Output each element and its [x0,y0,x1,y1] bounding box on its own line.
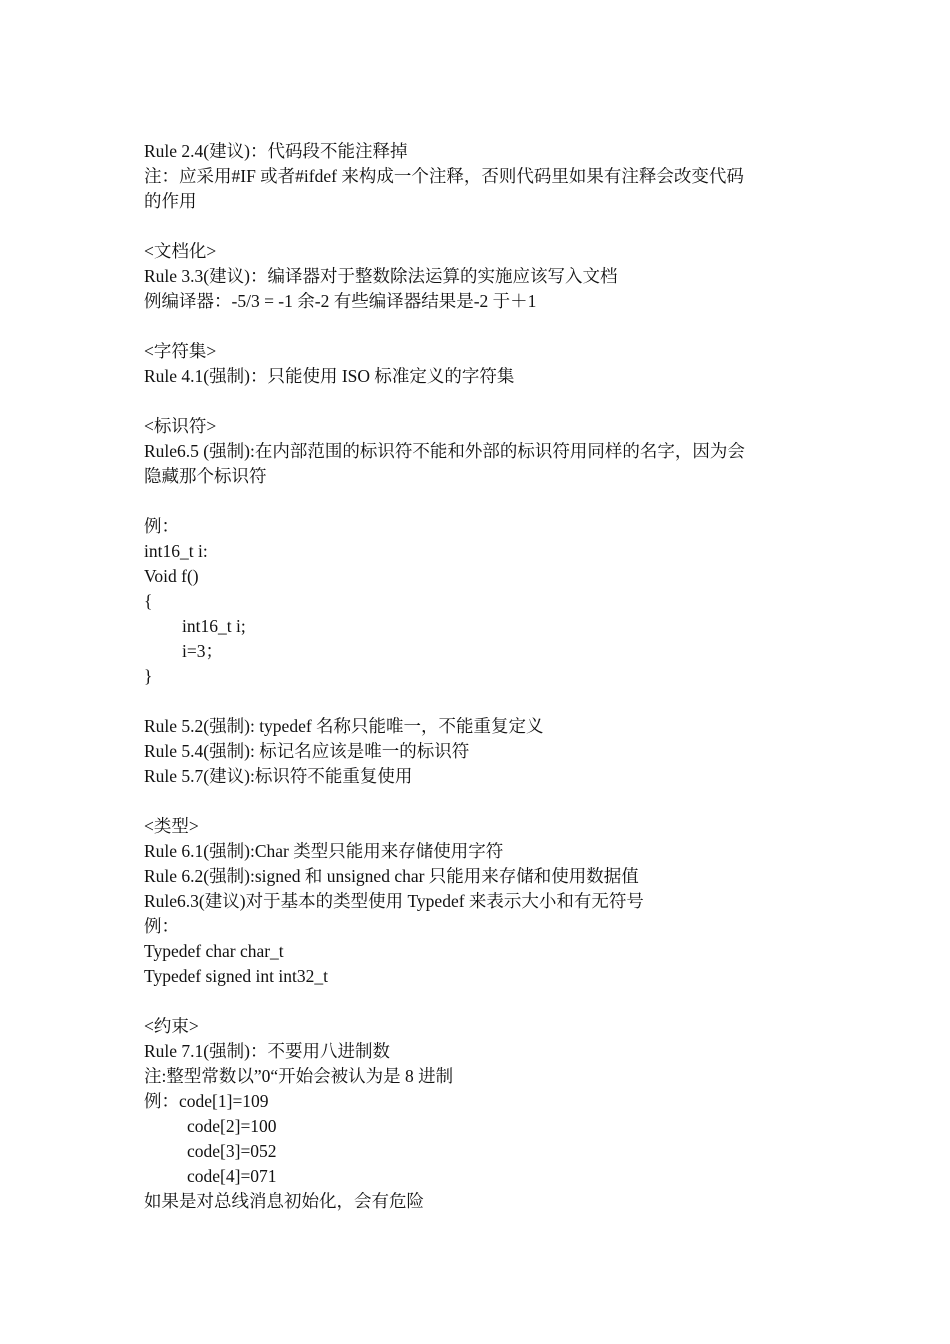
note-line-2: 的作用 [144,191,197,211]
rule-6-5-line-1: Rule6.5 (强制):在内部范围的标识符不能和外部的标识符用同样的名字，因为会 [144,441,745,461]
blank-line [144,689,814,714]
code-line: i=3； [182,641,223,661]
blank-line [144,989,814,1014]
rule-6-2: Rule 6.2(强制):signed 和 unsigned char 只能用来存储和使用数据值 [144,866,639,886]
rule-4-1: Rule 4.1(强制)：只能使用 ISO 标准定义的字符集 [144,366,515,386]
code-line: code[2]=100 [187,1116,277,1136]
blank-line [144,214,814,239]
rule-5-2: Rule 5.2(强制): typedef 名称只能唯一，不能重复定义 [144,716,544,736]
rule-5-7: Rule 5.7(建议):标识符不能重复使用 [144,766,413,786]
compiler-example: 例编译器：-5/3 = -1 余-2 有些编译器结果是-2 于＋1 [144,291,537,311]
blank-line [144,314,814,339]
example-label: 例： [144,916,179,936]
rule-6-3: Rule6.3(建议)对于基本的类型使用 Typedef 来表示大小和有无符号 [144,891,644,911]
section-heading-charset: <字符集> [144,341,217,361]
section-heading-documentation: <文档化> [144,241,217,261]
rule-6-1: Rule 6.1(强制):Char 类型只能用来存储使用字符 [144,841,504,861]
note-line-1: 注：应采用#IF 或者#ifdef 来构成一个注释，否则代码里如果有注释会改变代码 [144,166,744,186]
rule-5-4: Rule 5.4(强制): 标记名应该是唯一的标识符 [144,741,470,761]
code-line: Typedef char char_t [144,941,284,961]
code-line: 例：code[1]=109 [144,1091,269,1111]
code-line: Typedef signed int int32_t [144,966,328,986]
code-line: } [144,666,153,686]
octal-note: 注:整型常数以”0“开始会被认为是 8 进制 [144,1066,454,1086]
blank-line [144,789,814,814]
section-heading-types: <类型> [144,816,199,836]
rule-7-1: Rule 7.1(强制)：不要用八进制数 [144,1041,390,1061]
rule-2-4: Rule 2.4(建议)：代码段不能注释掉 [144,141,408,161]
example-label: 例： [144,516,179,536]
code-line: int16_t i: [144,541,208,561]
code-line: code[3]=052 [187,1141,277,1161]
section-heading-constraints: <约束> [144,1016,199,1036]
code-line: code[4]=071 [187,1166,277,1186]
blank-line [144,389,814,414]
warning-text: 如果是对总线消息初始化，会有危险 [144,1191,424,1211]
section-heading-identifiers: <标识符> [144,416,217,436]
document-page [144,139,814,1214]
code-line: int16_t i; [182,616,246,636]
blank-line [144,489,814,514]
rule-6-5-line-2: 隐藏那个标识符 [144,466,267,486]
code-line: Void f() [144,566,199,586]
rule-3-3: Rule 3.3(建议)：编译器对于整数除法运算的实施应该写入文档 [144,266,618,286]
code-line: { [144,591,153,611]
